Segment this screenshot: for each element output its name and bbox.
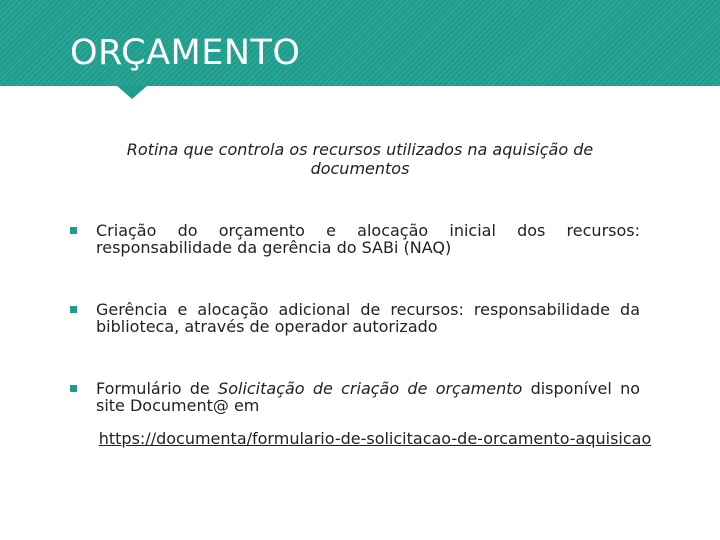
- form-link[interactable]: https://documenta/formulario-de-solicitacao-de-orcamento-aquisicao: [98, 429, 652, 448]
- header-notch: [116, 85, 148, 99]
- bullet-text-3: [96, 380, 640, 414]
- page-title: ORÇAMENTO: [70, 33, 301, 73]
- bullet-item-2: [70, 301, 640, 335]
- form-name: Solicitação de criação de orçamento: [218, 379, 523, 398]
- square-bullet-icon: [70, 227, 77, 234]
- bullet-text-3-pre: Formulário de: [96, 379, 219, 398]
- subtitle: Rotina que controla os recursos utilizados na aquisição de documentos: [126, 140, 594, 178]
- bullet-item-3: [70, 380, 640, 414]
- bullet-text-1: Criação do orçamento e alocação inicial dos recursos: responsabilidade da gerência do SABi (NAQ): [96, 221, 640, 257]
- square-bullet-icon: [70, 385, 77, 392]
- bullet-item-1: [70, 222, 640, 256]
- square-bullet-icon: [70, 306, 77, 313]
- bullet-text-3-post: disponível no site Document@ em: [96, 379, 640, 415]
- bullet-text-2: Gerência e alocação adicional de recursos: responsabilidade da biblioteca, através de operador autorizado: [96, 300, 640, 336]
